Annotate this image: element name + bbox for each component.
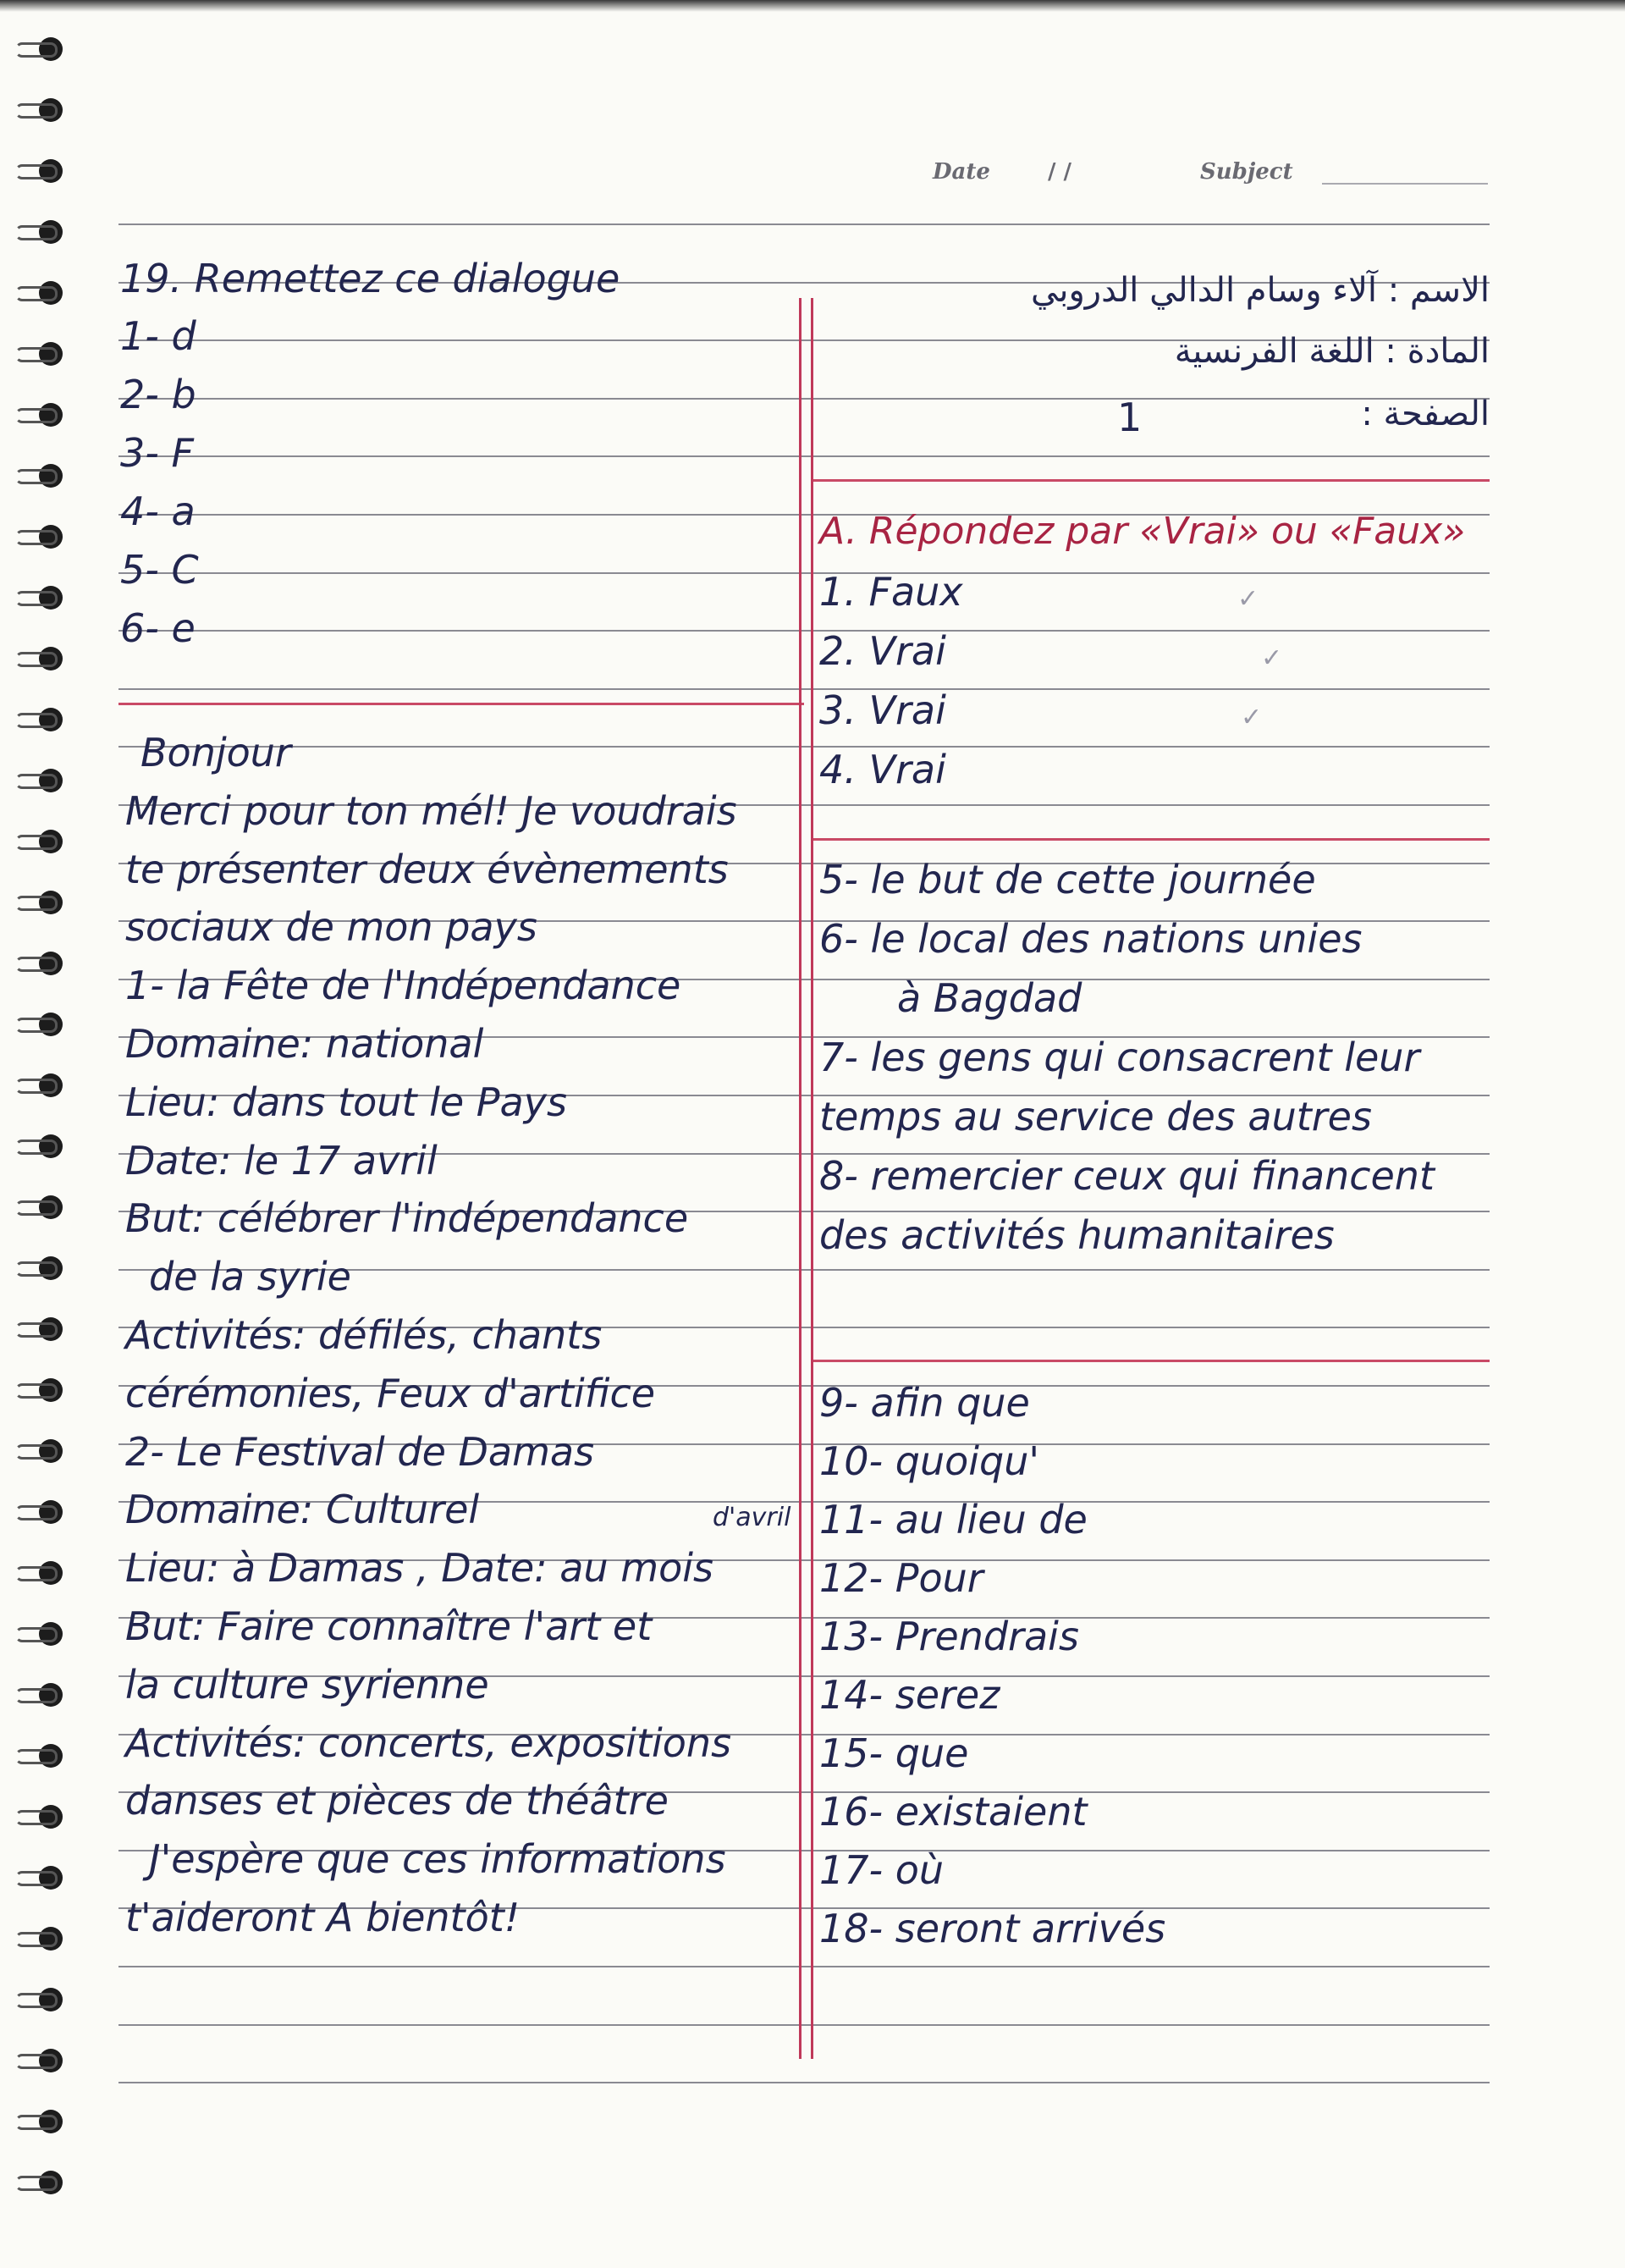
comprehension-answer: temps au service des autres [819, 1094, 1372, 1140]
subject-line [1322, 183, 1488, 185]
comprehension-answer: des activités humanitaires [819, 1212, 1335, 1258]
ruled-line [118, 746, 1490, 748]
letter-line: Date: le 17 avril [125, 1138, 438, 1184]
ruled-line [118, 2082, 1490, 2083]
vrai-faux-answer: 4. Vrai [819, 747, 946, 792]
ruled-line [118, 398, 1490, 400]
spiral-ring [15, 461, 64, 489]
letter-line: 2- Le Festival de Damas [125, 1429, 595, 1475]
checkmark-icon: ✓ [1241, 703, 1263, 732]
spiral-ring [15, 1619, 64, 1647]
spiral-ring [15, 2167, 64, 2196]
letter-line: cérémonies, Feux d'artifice [125, 1371, 656, 1416]
column-divider-right [811, 298, 813, 2059]
dialogue-answer: 4- a [120, 488, 196, 534]
margin-note: d'avril [713, 1503, 791, 1532]
comprehension-answer: à Bagdad [897, 975, 1082, 1021]
dialogue-answer: 5- C [120, 547, 199, 593]
grammar-answer: 15- que [819, 1730, 969, 1776]
letter-line: But: Faire connaître l'art et [125, 1603, 653, 1649]
spiral-ring [15, 765, 64, 794]
spiral-ring [15, 704, 64, 733]
spiral-ring [15, 2106, 64, 2135]
red-separator [812, 838, 1490, 841]
arabic-subject: المادة : اللغة الفرنسية [1174, 332, 1490, 371]
spiral-ring [15, 1923, 64, 1952]
spiral-ring [15, 1680, 64, 1708]
spiral-ring [15, 521, 64, 550]
grammar-answer: 14- serez [819, 1672, 1000, 1718]
ruled-line [118, 2024, 1490, 2026]
spiral-ring [15, 95, 64, 124]
spiral-ring [15, 1314, 64, 1343]
spiral-ring [15, 1192, 64, 1221]
red-separator [812, 479, 1490, 482]
letter-line: Domaine: national [125, 1021, 484, 1067]
letter-line: J'espère que ces informations [149, 1836, 726, 1882]
letter-line: danses et pièces de théâtre [125, 1778, 669, 1824]
red-separator [118, 703, 804, 705]
ruled-line [118, 1966, 1490, 1967]
exercise-title: 19. Remettez ce dialogue [120, 256, 620, 301]
date-slashes: / / [1048, 159, 1072, 185]
spiral-ring [15, 1131, 64, 1160]
grammar-answer: 11- au lieu de [819, 1497, 1088, 1542]
arabic-name: الاسم : آلاء وسام الدالي الدروبي [1031, 271, 1490, 310]
letter-line: 1- la Fête de l'Indépendance [125, 963, 681, 1008]
spiral-ring [15, 826, 64, 855]
grammar-answer: 12- Pour [819, 1555, 983, 1601]
vrai-faux-answer: 2. Vrai [819, 628, 946, 674]
grammar-answer: 18- seront arrivés [819, 1906, 1166, 1951]
letter-line: But: célébrer l'indépendance [125, 1195, 689, 1241]
spiral-ring [15, 1984, 64, 2013]
dialogue-answer: 6- e [120, 605, 196, 651]
grammar-answer: 10- quoiqu' [819, 1438, 1040, 1484]
ruled-line [118, 455, 1490, 457]
spiral-ring [15, 1558, 64, 1586]
spiral-ring [15, 1802, 64, 1830]
spiral-ring [15, 1436, 64, 1465]
column-divider-left [799, 298, 801, 2059]
letter-line: Merci pour ton mél! Je voudrais [125, 788, 737, 834]
spiral-ring [15, 278, 64, 306]
spiral-ring [15, 1741, 64, 1769]
subject-label: Subject [1200, 159, 1293, 185]
spiral-ring [15, 1375, 64, 1404]
ruled-line [118, 630, 1490, 632]
spiral-ring [15, 582, 64, 611]
ruled-line [118, 688, 1490, 690]
date-label: Date [933, 159, 990, 185]
letter-line: Activités: défilés, chants [125, 1312, 603, 1358]
spiral-ring [15, 1253, 64, 1282]
comprehension-answer: 8- remercier ceux qui financent [819, 1153, 1435, 1199]
letter-line: Bonjour [140, 730, 291, 775]
grammar-answer: 13- Prendrais [819, 1614, 1079, 1659]
comprehension-answer: 7- les gens qui consacrent leur [819, 1035, 1420, 1080]
grammar-answer: 16- existaient [819, 1789, 1088, 1835]
letter-line: sociaux de mon pays [125, 904, 537, 950]
vrai-faux-answer: 3. Vrai [819, 687, 946, 733]
dialogue-answer: 1- d [120, 313, 196, 359]
dialogue-answer: 2- b [120, 372, 196, 417]
spiral-ring [15, 1009, 64, 1038]
spiral-ring [15, 156, 64, 185]
checkmark-icon: ✓ [1237, 584, 1259, 614]
ruled-line [118, 572, 1490, 574]
letter-line: Domaine: Culturel [125, 1487, 480, 1532]
grammar-answer: 9- afin que [819, 1380, 1030, 1426]
vrai-faux-answer: 1. Faux [819, 569, 963, 615]
spiral-ring [15, 1497, 64, 1526]
letter-line: de la syrie [149, 1254, 351, 1300]
ruled-line [118, 223, 1490, 225]
letter-line: Activités: concerts, expositions [125, 1720, 732, 1766]
spiral-ring [15, 400, 64, 428]
arabic-page: الصفحة : [1361, 395, 1490, 433]
comprehension-answer: 6- le local des nations unies [819, 916, 1363, 962]
spiral-ring [15, 1862, 64, 1891]
spiral-ring [15, 34, 64, 63]
letter-line: Lieu: dans tout le Pays [125, 1079, 567, 1125]
letter-line: Lieu: à Damas , Date: au mois [125, 1545, 713, 1591]
spiral-ring [15, 887, 64, 916]
spiral-ring [15, 643, 64, 672]
page-top-shadow [0, 0, 1625, 12]
checkmark-icon: ✓ [1261, 643, 1283, 673]
spiral-ring [15, 948, 64, 977]
spiral-ring [15, 1070, 64, 1099]
vrai-faux-title: A. Répondez par «Vrai» ou «Faux» [819, 510, 1466, 553]
spiral-ring [15, 217, 64, 246]
dialogue-answer: 3- F [120, 430, 194, 476]
letter-line: te présenter deux évènements [125, 847, 729, 892]
letter-line: la culture syrienne [125, 1662, 489, 1708]
arabic-page-number: 1 [1117, 395, 1143, 440]
letter-line: t'aideront A bientôt! [125, 1895, 521, 1940]
grammar-answer: 17- où [819, 1847, 945, 1893]
spiral-ring [15, 339, 64, 367]
spiral-ring [15, 2045, 64, 2074]
comprehension-answer: 5- le but de cette journée [819, 857, 1316, 902]
red-separator [812, 1360, 1490, 1362]
